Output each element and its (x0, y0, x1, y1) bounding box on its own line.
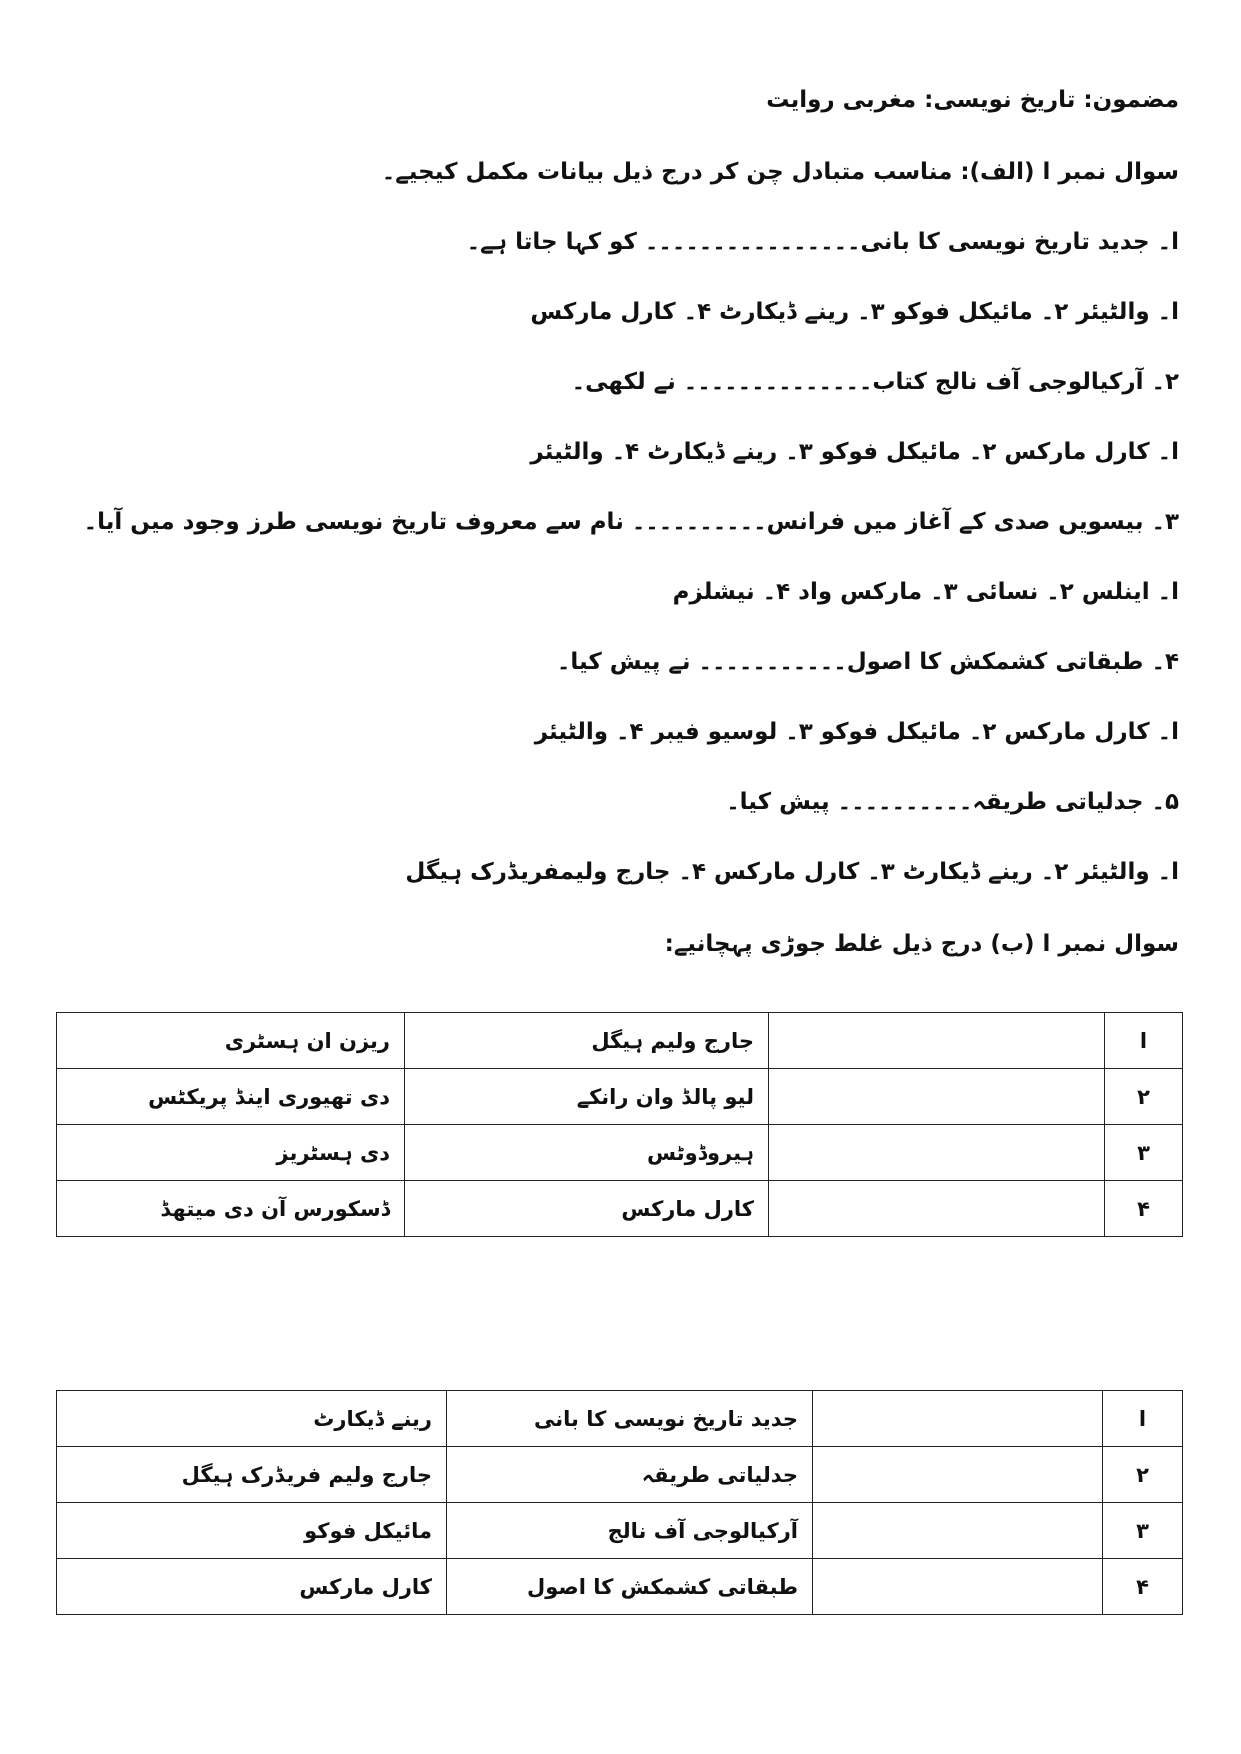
question-5-options: ا۔ والٹیئر ۲۔ رینے ڈیکارٹ ۳۔ کارل مارکس ۴۔ جارج ولیمفریڈرک ہیگل (405, 859, 1179, 885)
question-4-stem: ۴۔ طبقاتی کشمکش کا اصول۔۔۔۔۔۔۔۔۔۔۔ نے پیش کیا۔ (556, 649, 1179, 675)
section-b-heading: سوال نمبر ا (ب) درج ذیل غلط جوڑی پہچانیے: (664, 931, 1179, 957)
work-cell: دی تھیوری اینڈ پریکٹس (57, 1069, 405, 1125)
concept-cell: جدلیاتی طریقہ (447, 1447, 813, 1503)
blank-cell (769, 1013, 1105, 1069)
question-3-stem: ۳۔ بیسویں صدی کے آغاز میں فرانس۔۔۔۔۔۔۔۔۔۔ نام سے معروف تاریخ نویسی طرز وجود میں آیا۔ (83, 509, 1179, 535)
section-a-heading: سوال نمبر ا (الف): مناسب متبادل چن کر درج ذیل بیانات مکمل کیجیے۔ (381, 159, 1179, 185)
work-cell: دی ہسٹریز (57, 1125, 405, 1181)
matching-table-1 (56, 1012, 1183, 1237)
person-cell: مائیکل فوکو (57, 1503, 447, 1559)
row-number: ۲ (1103, 1447, 1183, 1503)
historian-cell: کارل مارکس (405, 1181, 769, 1237)
row-number: ا (1103, 1391, 1183, 1447)
historian-cell: لیو پالڈ وان رانکے (405, 1069, 769, 1125)
blank-cell (769, 1125, 1105, 1181)
table-row (57, 1447, 1183, 1503)
table-row (57, 1391, 1183, 1447)
work-cell: ڈسکورس آن دی میتھڈ (57, 1181, 405, 1237)
concept-cell: جدید تاریخ نویسی کا بانی (447, 1391, 813, 1447)
question-1-stem: ا۔ جدید تاریخ نویسی کا بانی۔۔۔۔۔۔۔۔۔۔۔۔۔۔۔۔ کو کہا جاتا ہے۔ (466, 229, 1179, 255)
concept-cell: آرکیالوجی آف نالج (447, 1503, 813, 1559)
question-3-options: ا۔ اینلس ۲۔ نسائی ۳۔ مارکس واد ۴۔ نیشلزم (672, 579, 1179, 605)
table-row (57, 1503, 1183, 1559)
table-row (57, 1013, 1183, 1069)
question-2-options: ا۔ کارل مارکس ۲۔ مائیکل فوکو ۳۔ رینے ڈیکارٹ ۴۔ والٹیئر (530, 439, 1179, 465)
concept-cell: طبقاتی کشمکش کا اصول (447, 1559, 813, 1615)
table-row (57, 1559, 1183, 1615)
row-number: ۲ (1105, 1069, 1183, 1125)
blank-cell (813, 1503, 1103, 1559)
person-cell: جارج ولیم فریڈرک ہیگل (57, 1447, 447, 1503)
blank-cell (813, 1559, 1103, 1615)
work-cell: ریزن ان ہسٹری (57, 1013, 405, 1069)
blank-cell (813, 1447, 1103, 1503)
row-number: ۳ (1103, 1503, 1183, 1559)
row-number: ۳ (1105, 1125, 1183, 1181)
question-1-options: ا۔ والٹیئر ۲۔ مائیکل فوکو ۳۔ رینے ڈیکارٹ ۴۔ کارل مارکس (530, 299, 1179, 325)
blank-cell (769, 1069, 1105, 1125)
person-cell: کارل مارکس (57, 1559, 447, 1615)
row-number: ۴ (1103, 1559, 1183, 1615)
historian-cell: جارج ولیم ہیگل (405, 1013, 769, 1069)
row-number: ۴ (1105, 1181, 1183, 1237)
row-number: ا (1105, 1013, 1183, 1069)
table-row (57, 1181, 1183, 1237)
table-row (57, 1069, 1183, 1125)
question-4-options: ا۔ کارل مارکس ۲۔ مائیکل فوکو ۳۔ لوسیو فیبر ۴۔ والٹیئر (534, 719, 1179, 745)
question-5-stem: ۵۔ جدلیاتی طریقہ۔۔۔۔۔۔۔۔۔۔ پیش کیا۔ (726, 789, 1179, 815)
blank-cell (769, 1181, 1105, 1237)
person-cell: رینے ڈیکارٹ (57, 1391, 447, 1447)
blank-cell (813, 1391, 1103, 1447)
subject-title: مضمون: تاریخ نویسی: مغربی روایت (766, 87, 1179, 113)
question-2-stem: ۲۔ آرکیالوجی آف نالج کتاب۔۔۔۔۔۔۔۔۔۔۔۔۔۔ نے لکھی۔ (571, 369, 1179, 395)
historian-cell: ہیروڈوٹس (405, 1125, 769, 1181)
matching-table-2 (56, 1390, 1183, 1615)
table-row (57, 1125, 1183, 1181)
